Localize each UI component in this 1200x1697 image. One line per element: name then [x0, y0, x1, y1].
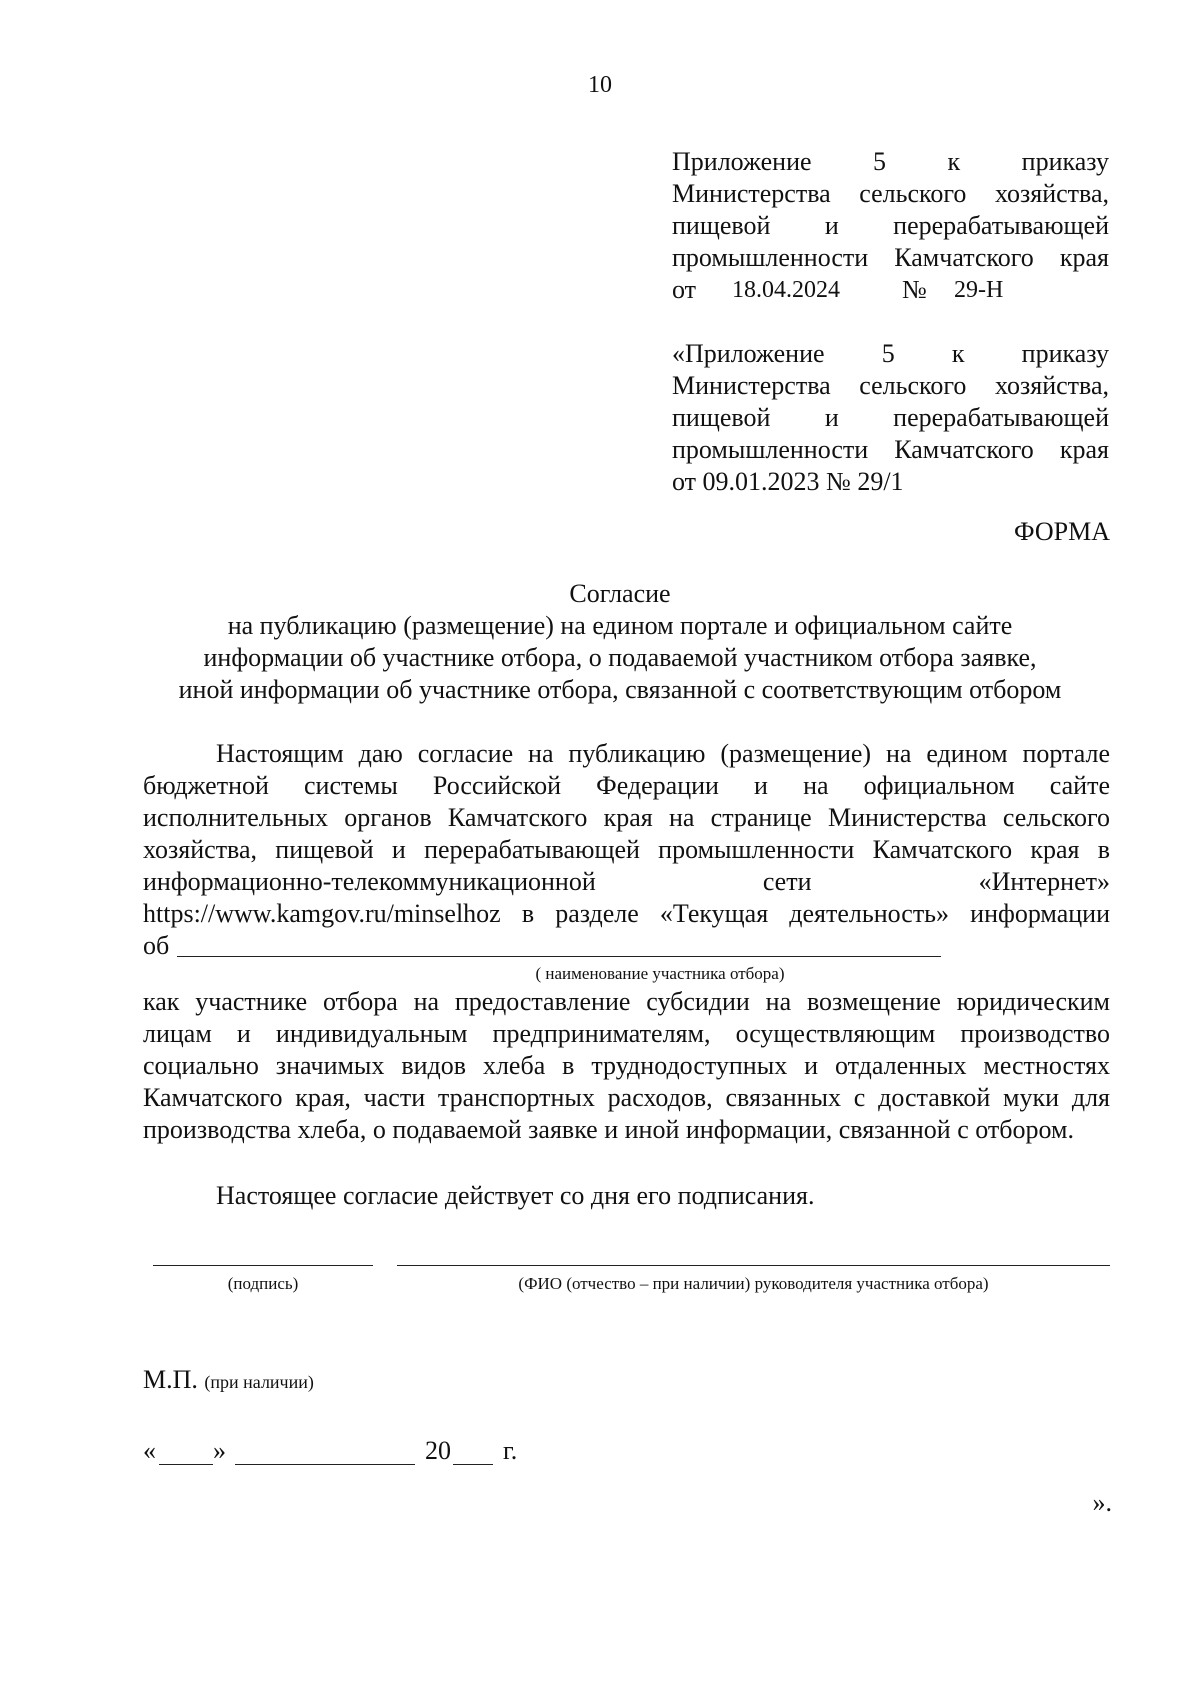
paragraph-line: информационно-телекоммуникационной сети «Интернет»: [143, 867, 1110, 896]
appendix-current: [672, 146, 1109, 306]
appendix-line: Министерства сельского хозяйства,: [672, 179, 1109, 208]
date-line: [143, 1436, 663, 1470]
appendix-line: пищевой и перерабатывающей: [672, 403, 1109, 432]
validity-paragraph: Настоящее согласие действует со дня его подписания.: [216, 1181, 815, 1210]
closing-mark: ».: [1092, 1488, 1112, 1517]
form-label: ФОРМА: [1014, 517, 1110, 546]
signature-line[interactable]: [153, 1265, 373, 1266]
number-sign: №: [902, 275, 927, 304]
title-heading: Согласие: [569, 579, 671, 608]
appendix-line: промышленности Камчатского края: [672, 243, 1109, 272]
paragraph-line: https://www.kamgov.ru/minselhoz в разделе «Текущая деятельность» информации: [143, 899, 1110, 928]
order-date: 18.04.2024: [732, 277, 840, 303]
consent-paragraph: [143, 738, 1110, 930]
order-number: 29-Н: [954, 277, 1004, 303]
year-suffix: г.: [503, 1436, 518, 1465]
name-caption: (ФИО (отчество – при наличии) руководителя участника отбора): [518, 1274, 989, 1293]
month-field[interactable]: [235, 1464, 415, 1465]
participant-name-line[interactable]: [177, 956, 941, 957]
appendix-line: Министерства сельского хозяйства,: [672, 371, 1109, 400]
participant-row: [143, 930, 1110, 962]
name-line[interactable]: [397, 1265, 1110, 1266]
paragraph-line: бюджетной системы Российской Федерации и на официальном сайте: [143, 771, 1110, 800]
year-field[interactable]: [453, 1464, 493, 1465]
appendix-previous: [672, 338, 1109, 498]
stamp-block: [143, 1365, 314, 1395]
year-prefix: 20: [425, 1436, 451, 1465]
title-line: на публикацию (размещение) на едином портале и официальном сайте: [227, 611, 1013, 640]
appendix-line: пищевой и перерабатывающей: [672, 211, 1109, 240]
stamp-label: М.П.: [143, 1365, 198, 1394]
paragraph-line: Настоящим даю согласие на публикацию (размещение) на едином портале: [216, 739, 1110, 768]
close-quote: »: [213, 1436, 226, 1465]
appendix-line: «Приложение 5 к приказу: [672, 339, 1109, 368]
title-line: информации об участнике отбора, о подаваемой участником отбора заявке,: [203, 643, 1037, 672]
appendix-line: Приложение 5 к приказу: [672, 147, 1109, 176]
paragraph-line: исполнительных органов Камчатского края на странице Министерства сельского: [143, 803, 1110, 832]
from-label: от: [672, 275, 697, 304]
appendix-line: от 09.01.2023 № 29/1: [672, 467, 904, 496]
stamp-note: (при наличии): [204, 1372, 314, 1392]
consent-paragraph-2: как участнике отбора на предоставление субсидии на возмещение юридическим лицам и индивидуальным предпринимателям, осуществляющим производство социально значимых видов хлеба в труднодоступных и отдаленных местностях Камчатского края, части транспортных расходов, связанных с доставкой муки для производства хлеба, о подаваемой заявке и иной информации, связанной с отбором.: [143, 987, 1110, 1144]
open-quote: «: [143, 1436, 156, 1465]
day-field[interactable]: [159, 1464, 213, 1465]
ob-label: об: [143, 931, 170, 960]
title-line: иной информации об участнике отбора, связанной с соответствующим отбором: [178, 675, 1062, 704]
paragraph-line: хозяйства, пищевой и перерабатывающей промышленности Камчатского края в: [143, 835, 1110, 864]
participant-caption: ( наименование участника отбора): [535, 964, 785, 983]
signature-caption: (подпись): [227, 1274, 299, 1293]
appendix-date-row: [672, 274, 1109, 306]
document-title: [130, 578, 1110, 706]
page-number: 10: [588, 72, 612, 98]
appendix-line: промышленности Камчатского края: [672, 435, 1109, 464]
